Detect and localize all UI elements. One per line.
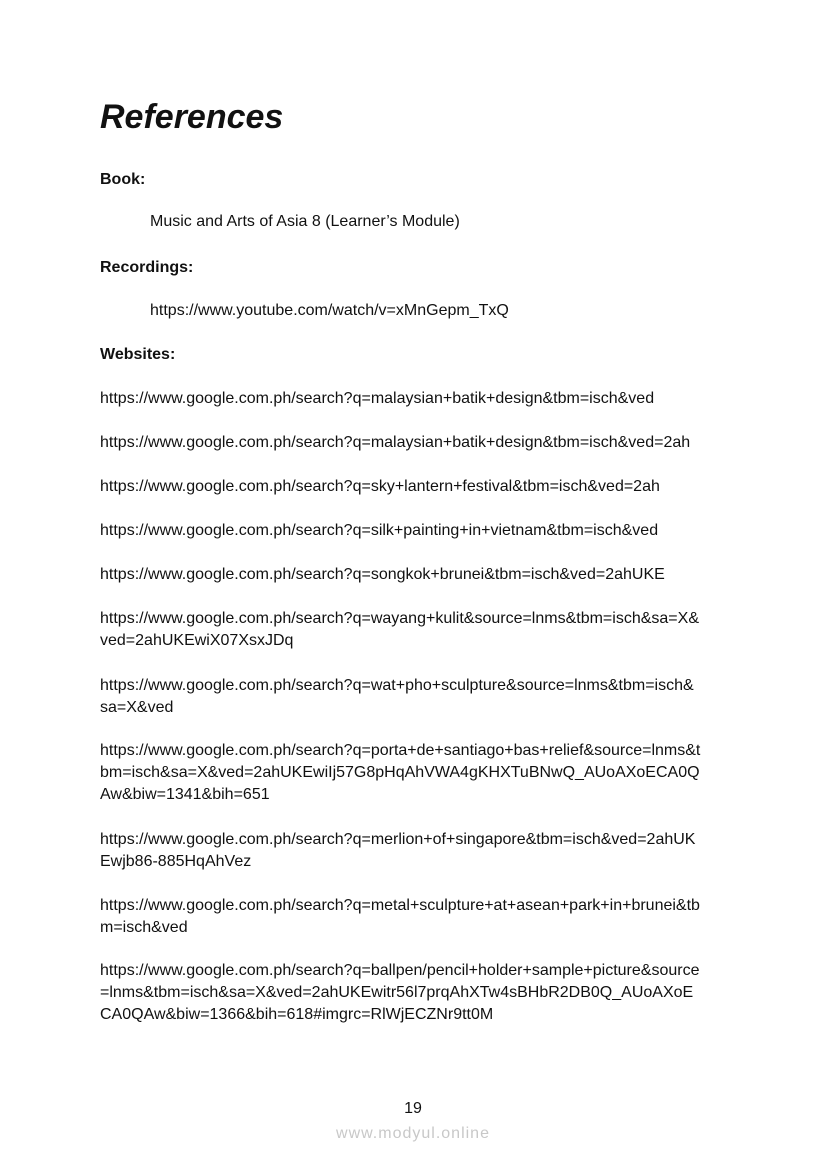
- website-link[interactable]: [100, 476, 660, 498]
- website-link-line: bm=isch&sa=X&ved=2ahUKEwiIj57G8pHqAhVWA4gKHXTuBNwQ_AUoAXoECA0Q: [100, 764, 700, 781]
- website-link-line: https://www.google.com.ph/search?q=metal+sculpture+at+asean+park+in+brunei&tb: [100, 897, 700, 914]
- website-link[interactable]: [100, 960, 699, 1026]
- page-number: 19: [404, 1100, 422, 1117]
- book-label: Book:: [100, 171, 146, 188]
- website-link-line: https://www.google.com.ph/search?q=sky+lantern+festival&tbm=isch&ved=2ah: [100, 478, 660, 495]
- website-link-line: https://www.google.com.ph/search?q=malaysian+batik+design&tbm=isch&ved: [100, 390, 655, 407]
- website-link[interactable]: [100, 432, 690, 454]
- recording-link[interactable]: https://www.youtube.com/watch/v=xMnGepm_TxQ: [150, 302, 509, 319]
- page-title: References: [100, 98, 284, 136]
- recordings-label: Recordings:: [100, 259, 194, 276]
- website-link-line: ved=2ahUKEwiX07XsxJDq: [100, 632, 294, 649]
- website-link[interactable]: [100, 608, 699, 652]
- website-link-line: m=isch&ved: [100, 919, 188, 936]
- website-link-line: https://www.google.com.ph/search?q=wayang+kulit&source=lnms&tbm=isch&sa=X&: [100, 610, 699, 627]
- website-link[interactable]: [100, 829, 695, 873]
- website-link-line: https://www.google.com.ph/search?q=merlion+of+singapore&tbm=isch&ved=2ahUK: [100, 831, 696, 848]
- website-link-line: https://www.google.com.ph/search?q=porta+de+santiago+bas+relief&source=lnms&t: [100, 742, 701, 759]
- website-link-line: sa=X&ved: [100, 699, 174, 716]
- website-link-line: Aw&biw=1341&bih=651: [100, 786, 270, 803]
- website-link-line: https://www.google.com.ph/search?q=silk+painting+in+vietnam&tbm=isch&ved: [100, 522, 659, 539]
- website-link[interactable]: [100, 388, 654, 410]
- website-link[interactable]: [100, 520, 658, 542]
- website-link[interactable]: [100, 895, 700, 939]
- website-link-line: =lnms&tbm=isch&sa=X&ved=2ahUKEwitr56l7prqAhXTw4sBHbR2DB0Q_AUoAXoE: [100, 984, 694, 1001]
- website-link-line: https://www.google.com.ph/search?q=wat+pho+sculpture&source=lnms&tbm=isch&: [100, 677, 694, 694]
- website-link[interactable]: [100, 675, 694, 719]
- website-link-line: CA0QAw&biw=1366&bih=618#imgrc=RlWjECZNr9tt0M: [100, 1006, 494, 1023]
- website-link-line: https://www.google.com.ph/search?q=songkok+brunei&tbm=isch&ved=2ahUKE: [100, 566, 665, 583]
- website-link[interactable]: [100, 740, 700, 806]
- website-link-line: https://www.google.com.ph/search?q=ballpen/pencil+holder+sample+picture&source: [100, 962, 700, 979]
- websites-label: Websites:: [100, 346, 176, 363]
- watermark: www.modyul.online: [336, 1125, 490, 1142]
- book-reference: Music and Arts of Asia 8 (Learner’s Module): [150, 213, 460, 230]
- website-link[interactable]: [100, 564, 665, 586]
- website-link-line: https://www.google.com.ph/search?q=malaysian+batik+design&tbm=isch&ved=2ah: [100, 434, 691, 451]
- website-link-line: Ewjb86-885HqAhVez: [100, 853, 252, 870]
